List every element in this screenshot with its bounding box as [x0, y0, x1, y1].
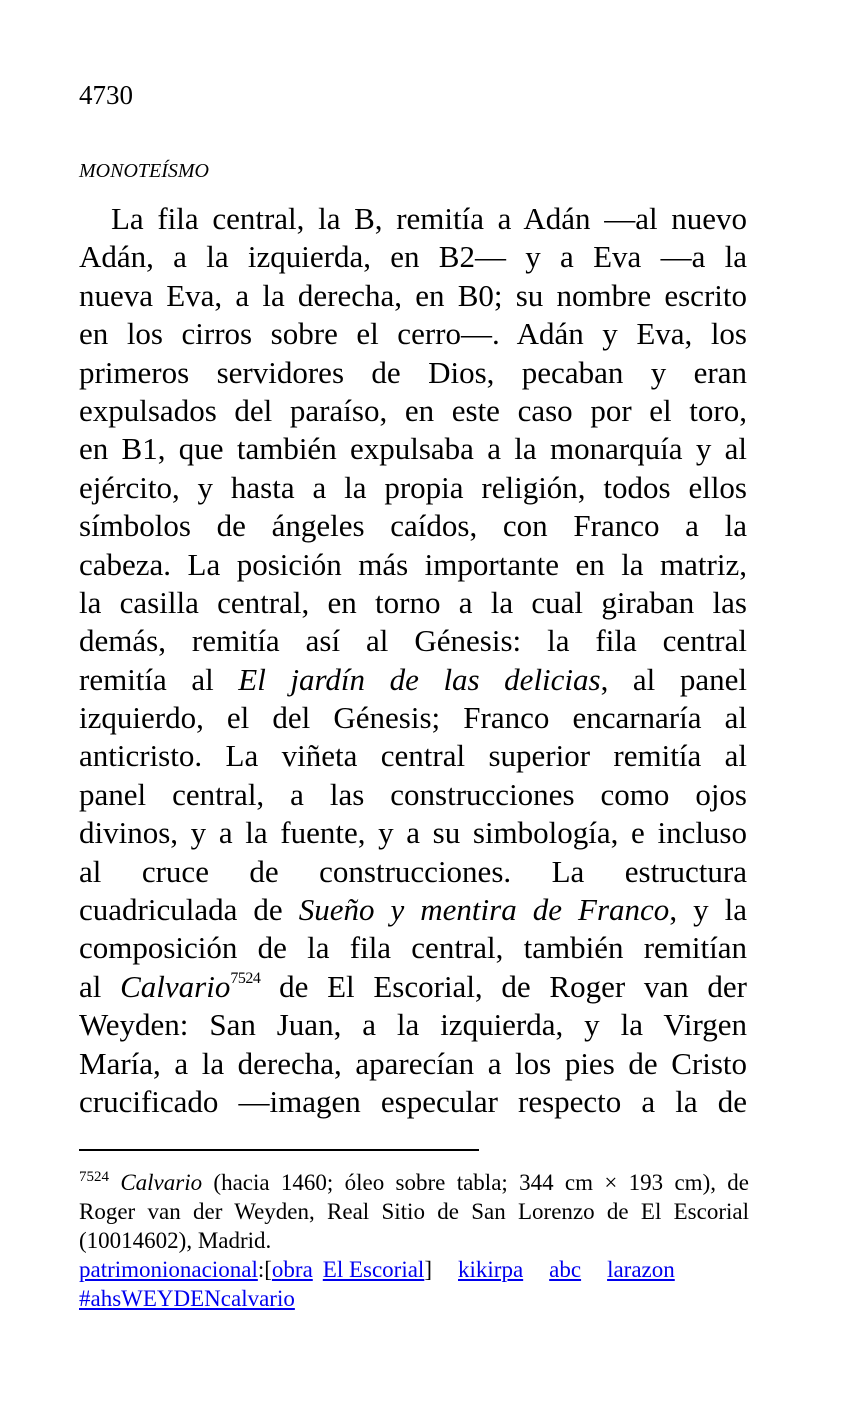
text-run: , y la	[669, 892, 748, 928]
link-abc[interactable]: abc	[549, 1257, 582, 1282]
text-line: María, a la derecha, aparecían a los pies de Cristo	[79, 1045, 747, 1081]
link-larazon[interactable]: larazon	[607, 1257, 675, 1282]
text-run: de El Escorial, de Roger van der	[260, 968, 747, 1004]
text-run: remitía al	[79, 661, 239, 697]
bracket-open: :[	[257, 1257, 272, 1282]
text-line: Weyden: San Juan, a la izquierda, y la Virgen	[79, 1007, 747, 1043]
artwork-title-calvario: Calvario	[120, 968, 231, 1004]
text-line: izquierdo, el del Génesis; Franco encarnaría al	[79, 700, 747, 736]
footnote-title: Calvario	[120, 1170, 203, 1195]
footnote-separator	[79, 1149, 479, 1151]
text-line: crucificado —imagen especular respecto a la de	[79, 1083, 747, 1119]
text-line: composición de la fila central, también remitían	[79, 930, 747, 966]
link-obra[interactable]: obra	[271, 1257, 313, 1282]
footnote-reference[interactable]: 7524	[230, 969, 261, 987]
link-hashtag[interactable]: #ahsWEYDENcalvario	[79, 1286, 295, 1311]
text-line: anticristo. La viñeta central superior remitía al	[79, 738, 747, 774]
text-line: símbolos de ángeles caídos, con Franco a la	[79, 508, 747, 544]
footnote-line: Roger van der Weyden, Real Sitio de San Lorenzo de El Escorial	[79, 1199, 749, 1224]
page-number: 4730	[79, 80, 133, 110]
footnote-line	[79, 1168, 749, 1197]
footnote-line: (10014602), Madrid.	[79, 1228, 272, 1253]
text-run: cuadriculada de	[79, 892, 299, 928]
text-run: al	[79, 968, 121, 1004]
link-el-escorial[interactable]: El Escorial	[322, 1257, 425, 1282]
text-line: en B1, que también expulsaba a la monarquía y al	[79, 431, 747, 467]
artwork-title-dream: Sueño y mentira de Franco	[298, 892, 670, 928]
running-head: MONOTEÍSMO	[79, 160, 209, 182]
text-line: La fila central, la B, remitía a Adán —al nuevo	[111, 201, 747, 236]
text-line: Adán, a la izquierda, en B2— y a Eva —a la	[79, 239, 747, 275]
footnote-number: 7524	[79, 1169, 109, 1185]
text-line: panel central, a las construcciones como ojos	[79, 776, 747, 812]
text-line: ejército, y hasta a la propia religión, todos ellos	[79, 469, 747, 505]
bracket-close: ]	[424, 1257, 432, 1282]
text-line: cabeza. La posición más importante en la matriz,	[79, 546, 747, 582]
text-line: primeros servidores de Dios, pecaban y eran	[79, 354, 747, 390]
text-line: la casilla central, en torno a la cual giraban las	[79, 584, 747, 620]
text-line	[79, 891, 747, 929]
text-line: nueva Eva, a la derecha, en B0; su nombre escrito	[79, 277, 747, 313]
text-run: , al panel	[600, 661, 747, 697]
text-line	[79, 968, 747, 1006]
link-patrimonionacional[interactable]: patrimonionacional	[79, 1257, 258, 1282]
footnote-links-line	[79, 1284, 749, 1313]
text-line: expulsados del paraíso, en este caso por el toro,	[79, 392, 747, 428]
footnote-links-line	[79, 1255, 749, 1284]
text-line: divinos, y a la fuente, y a su simbología, e incluso	[79, 815, 747, 851]
link-kikirpa[interactable]: kikirpa	[458, 1257, 524, 1282]
text-line: en los cirros sobre el cerro—. Adán y Eva, los	[79, 316, 747, 352]
footnote	[79, 1168, 749, 1313]
body-paragraph	[79, 200, 747, 1121]
footnote-text: (hacia 1460; óleo sobre tabla; 344 cm × 193 cm), de	[202, 1170, 750, 1195]
text-line	[79, 661, 747, 699]
artwork-title-garden: El jardín de las delicias	[238, 661, 601, 697]
text-line: demás, remitía así al Génesis: la fila central	[79, 623, 747, 659]
text-line: al cruce de construcciones. La estructura	[79, 853, 747, 889]
